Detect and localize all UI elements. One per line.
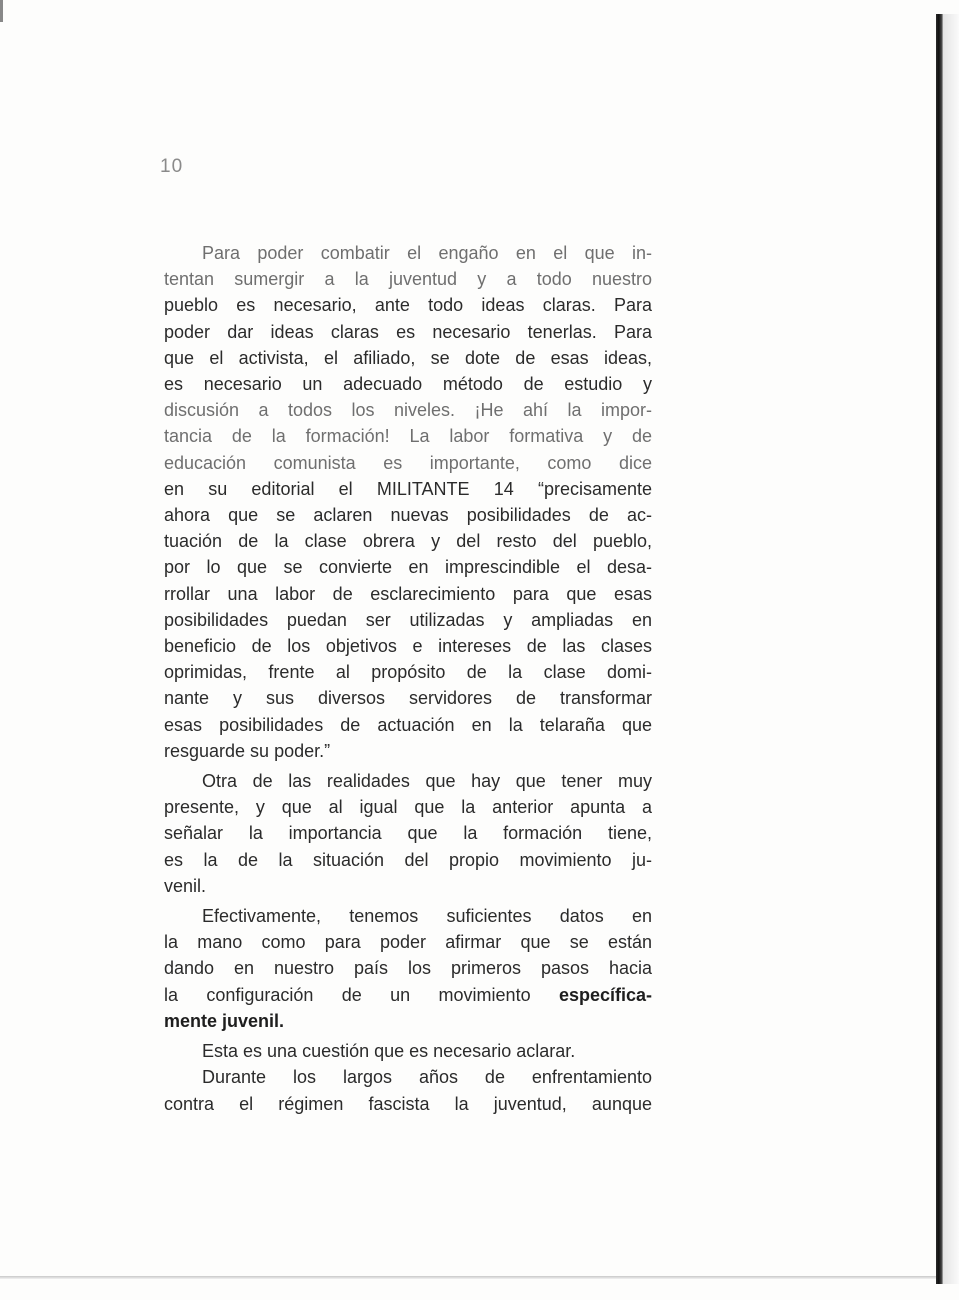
spine-shadow [943, 14, 959, 1284]
text-line: tentan sumergir a la juventud y a todo nuestro [164, 269, 652, 290]
emphasis-text: mente juvenil. [164, 1010, 285, 1031]
text-line: presente, y que al igual que la anterior apunta a [164, 797, 652, 818]
paragraph-5 [164, 1064, 652, 1116]
text-line: Efectivamente, tenemos suficientes datos en [202, 906, 652, 927]
text-line: educación comunista es importante, como dice [164, 452, 652, 473]
text-line: la mano como para poder afirmar que se están [164, 932, 652, 953]
body-text [164, 240, 652, 1117]
text-line: es la de la situación del propio movimiento ju- [164, 849, 652, 870]
page-number: 10 [160, 156, 184, 177]
text-line-mixed [164, 982, 652, 1008]
paragraph-1 [164, 240, 652, 764]
text-line: Esta es una cuestión que es necesario aclarar. [202, 1041, 576, 1062]
paragraph-4 [164, 1038, 652, 1064]
text-line: pueblo es necesario, ante todo ideas claras. Para [164, 295, 652, 316]
text-line: que el activista, el afiliado, se dote de esas ideas, [164, 347, 652, 368]
text-line: tancia de la formación! La labor formativa y de [164, 426, 652, 447]
page-bottom-edge [0, 1276, 936, 1279]
text-line: Para poder combatir el engaño en el que in- [202, 243, 652, 263]
paragraph-2 [164, 768, 652, 899]
text-line: en su editorial el MILITANTE 14 “precisamente [164, 478, 652, 499]
text-line: Otra de las realidades que hay que tener muy [202, 771, 652, 792]
text-line: beneficio de los objetivos e intereses de las clases [164, 636, 652, 657]
text-line: es necesario un adecuado método de estudio y [164, 374, 652, 395]
text-line: tuación de la clase obrera y del resto del pueblo, [164, 531, 652, 552]
text-segment: la configuración de un movimiento [164, 984, 559, 1005]
text-line: Durante los largos años de enfrentamiento [202, 1067, 652, 1088]
text-line: oprimidas, frente al propósito de la clase domi- [164, 662, 652, 683]
text-line: dando en nuestro país los primeros pasos hacia [164, 958, 652, 979]
text-line: contra el régimen fascista la juventud, aunque [164, 1093, 652, 1114]
text-line: ahora que se aclaren nuevas posibilidades de ac- [164, 505, 652, 526]
text-line: esas posibilidades de actuación en la telaraña que [164, 714, 652, 735]
book-spine [936, 14, 943, 1284]
text-line: poder dar ideas claras es necesario tenerlas. Para [164, 321, 652, 342]
text-line: rrollar una labor de esclarecimiento para que esas [164, 583, 652, 604]
text-line: discusión a todos los niveles. ¡He ahí la impor- [164, 400, 652, 421]
emphasis-text: específica- [558, 984, 652, 1005]
paragraph-3 [164, 903, 652, 1034]
scan-edge-mark [0, 0, 3, 22]
text-line: señalar la importancia que la formación tiene, [164, 823, 652, 844]
text-line: venil. [164, 875, 207, 896]
text-line: por lo que se convierte en imprescindible el desa- [164, 557, 652, 578]
text-line: posibilidades puedan ser utilizadas y ampliadas en [164, 609, 652, 630]
text-line: nante y sus diversos servidores de transformar [164, 688, 652, 709]
text-line: resguarde su poder.” [164, 740, 331, 761]
